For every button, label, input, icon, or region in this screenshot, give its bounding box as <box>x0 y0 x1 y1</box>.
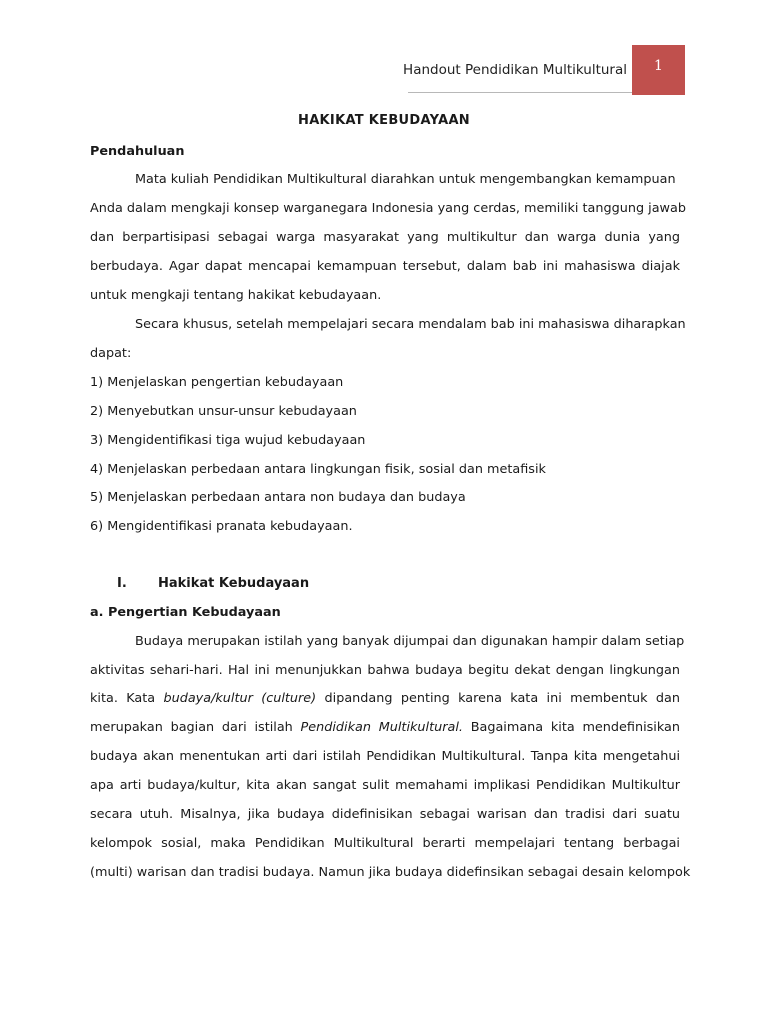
section-title: Hakikat Kebudayaan <box>158 576 310 591</box>
body-line <box>90 691 680 707</box>
document-title: HAKIKAT KEBUDAYAAN <box>298 113 470 128</box>
objective-item: 6) Mengidentifikasi pranata kebudayaan. <box>90 519 353 534</box>
page-number-badge <box>632 45 685 95</box>
header-rule <box>408 92 632 93</box>
intro-line: dan berpartisipasi sebagai warga masyarakat yang multikultur dan warga dunia yang <box>90 230 680 245</box>
intro-line: Anda dalam mengkaji konsep warganegara Indonesia yang cerdas, memiliki tanggung jawab <box>90 201 686 216</box>
body-line: Budaya merupakan istilah yang banyak dijumpai dan digunakan hampir dalam setiap <box>135 634 685 649</box>
body-text: merupakan bagian dari istilah <box>90 720 301 735</box>
objective-item: 1) Menjelaskan pengertian kebudayaan <box>90 375 344 390</box>
body-line: secara utuh. Misalnya, jika budaya didefinisikan sebagai warisan dan tradisi dari suatu <box>90 807 680 822</box>
section-number: I. <box>117 576 127 591</box>
subsection-heading: a. Pengertian Kebudayaan <box>90 605 281 620</box>
body-italic-term: Pendidikan Multikultural. <box>300 720 463 735</box>
objective-item: 3) Mengidentifikasi tiga wujud kebudayaan <box>90 433 366 448</box>
intro-line: untuk mengkaji tentang hakikat kebudayaan. <box>90 288 382 303</box>
objective-item: 5) Menjelaskan perbedaan antara non budaya dan budaya <box>90 490 466 505</box>
intro-heading: Pendahuluan <box>90 144 185 159</box>
intro-line: Mata kuliah Pendidikan Multikultural diarahkan untuk mengembangkan kemampuan <box>135 172 676 187</box>
body-line: kelompok sosial, maka Pendidikan Multikultural berarti mempelajari tentang berbagai <box>90 836 680 851</box>
body-text: Bagaimana kita mendefinisikan <box>462 720 681 735</box>
page-number: 1 <box>654 58 663 74</box>
body-line: budaya akan menentukan arti dari istilah Pendidikan Multikultural. Tanpa kita mengetahui <box>90 749 680 764</box>
objectives-intro-line: dapat: <box>90 346 132 361</box>
objectives-intro-line: Secara khusus, setelah mempelajari secara mendalam bab ini mahasiswa diharapkan <box>135 317 686 332</box>
objective-item: 4) Menjelaskan perbedaan antara lingkungan fisik, sosial dan metafisik <box>90 462 546 477</box>
body-line: aktivitas sehari-hari. Hal ini menunjukkan bahwa budaya begitu dekat dengan lingkungan <box>90 663 680 678</box>
body-italic-term: budaya/kultur (culture) <box>163 691 317 706</box>
body-line <box>90 720 680 736</box>
body-text: kita. Kata <box>90 691 164 706</box>
objective-item: 2) Menyebutkan unsur-unsur kebudayaan <box>90 404 357 419</box>
header-title: Handout Pendidikan Multikultural <box>403 62 627 78</box>
intro-line: berbudaya. Agar dapat mencapai kemampuan tersebut, dalam bab ini mahasiswa diajak <box>90 259 680 274</box>
body-text: dipandang penting karena kata ini membentuk dan <box>316 691 680 706</box>
body-line: apa arti budaya/kultur, kita akan sangat sulit memahami implikasi Pendidikan Multikultur <box>90 778 680 793</box>
body-line: (multi) warisan dan tradisi budaya. Namun jika budaya didefinsikan sebagai desain kelompok <box>90 865 691 880</box>
